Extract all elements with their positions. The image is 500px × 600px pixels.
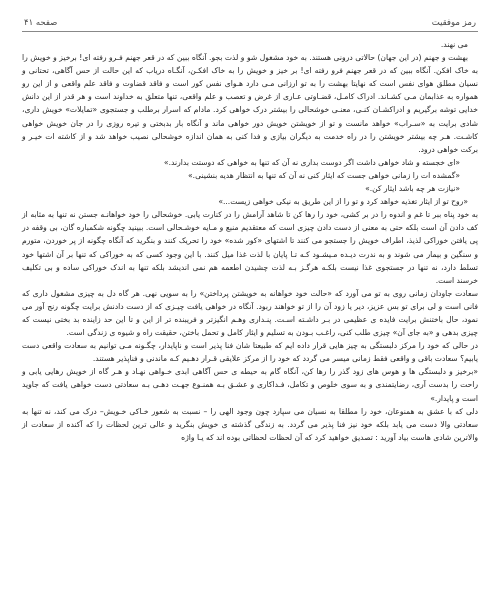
paragraph: در حالی که خود را مرکز دلبستگی به چیز هایی قرار داده ایم که طبیعتا شان فنا پذیر است و ناپایدار، چگـونه مـی توانیم به سعادت واقعی دست یابیم؟ سعادت باقی و واقعی فقط زمانی میسر می گردد که خود را از مرکز علایقی قـرار دهـیم کـه ماندنی و فناپذیر هستند.: [22, 341, 478, 364]
page-header: [22, 8, 478, 32]
book-title: رمز موفقیت: [431, 18, 476, 28]
page-number: صفحه ۴۱: [24, 18, 58, 28]
quote-line: «نیازت هر چه باشد ایثار کن.»: [365, 184, 460, 194]
paragraph: بهشت و جهنم (در این جهان) حالاتی درونی هستند. به خود مشغول شو و لذت بجو. آنگاه ببین که در قعر جهنم فـرو رفته ای! برخیز و خویش را به خاک افکن. آنگاه ببین که در قعر جهنم فرو رفته ای! بر خیز و خویش را به خاک افکـن، آنگـاه دریاب که این حالت از حس آگاهی، تحتانی و نسیان مطلق هوای نفس است که نهایتا بهشت را به تو ارزانی مـی دارد هـوای نفس کور است و فاقد قضاوت و فاقد علم واقعی و از این رو همواره به عذابمان مـی کشـاند. ادراک کامـل، قضـاوتی عـاری از غرض و تعصب و علم واقعی، تنها متعلق به خداوند است و هر قدر از این دانش خدایی توشه برگیریم و ادراکشـان کنـی، معنـی خوشحالی را بیشتر درک خواهی کرد. مادام که اسرار برطلب و جستجوی «تمایلات» خویش داری، شادی برایت به «سـراب» خواهد مانست و تو از خویشتن خویش دور خواهی ماند و آنگاه بار بدبختی و تیره روزی را در جان خویش خواهی کاشـت. هـر چه بیشتر خویشتن را در راه خدمت به دیگران بیازی و فدا کنی به همان اندازه خوشحالی نصیب خواهد شد و از کاشته ات خیـر و برکت خواهی درود.: [22, 53, 478, 154]
quote-line: «گمشده ات را زمانی خواهی جست که ایثار کنی نه آن که تنها به انتظار هدیه بنشینی.»: [188, 170, 460, 180]
quote-line: «ای خجسته و شاد خواهی داشت اگر دوست بداری نه آن که تنها به خواهی که دوستت بدارند.»: [163, 157, 460, 167]
page-body: [22, 38, 478, 444]
paragraph: می نهند.: [440, 40, 468, 49]
paragraph: دلی که با عشق به همنوعان، خود را مطلقا به نسیان می سپارد چون وجود الهی را – نسبت به شعور خـاکی خـویش– درک می کند، نه تنها به سعادتی والا دست می یابد بلکه خود نیز فنا پذیر می گردد. به زندگی گذشته ی خویش بنگرید و عالی ترین لحظات را که آکنده از سعادت از والاترین شادی هاست بیاد آورید : تصدیق خواهید کرد که آن لحظات لحظاتی بوده اند که یـا واژه: [22, 406, 478, 442]
paragraph: «برخیز و دلبستگی ها و هوس های زود گذر را رها کن، آنگاه گام به حیطه ی حس آگاهی ابدی خـواهی نهـاد و هـر گاه از خویش رهایی یابی و راحت را بدست آری، رضایتمندی و به سوی خلوص و تکامل، فـداکاری و عشـق بـه همنـوع جهـت دهـی بـه سعادتی دست خواهی یافت که جاوید است و پایدار.»: [22, 367, 478, 403]
paragraph: به خود پناه ببر تا غم و اندوه را در بر کشی، خود را رها کن تا شاهد آرامش را در کنارت یابی. خوشحالی را خود خواهانـه جستن نه تنها به مثابه از کف دادن آن است بلکه حتی به معنی از دست دادن چیزی است که معتقدیم منبع و مـایه خوشـحالی است. ببینید چگونه شکمباره گان، بی وقفه در پی یافتن خوراکی لذیذ، اطراف خویش را جستجو می کنند تا اشتهای «کور شده» خود را تحریک کنند و بنگرید که آنگاه چگونه از پر خوردن، متورم و سنگین و بیمار می شوند و به ندرت دیـده مـیشـود کـه تـا پایان با لذت غذا میل کنند. با این وجود کسی که به خوراکی که تنها بر آن اشتها خود تسلط دارد، نه تنها در جستجوی غذا نیست بلکـه هرگـز بـه لذت چشیدن اطعمه هم نمی اندیشد بلکه تنها به اندک خوراکی ساده و بی تکلیف خرسند است.: [22, 210, 478, 285]
paragraph: سعادت جاودان زمانی روی به تو می آورد که «حالت خود خواهانه به خویشتن پرداختن» را به سویی نهی. هر گاه دل به چیزی مشغول داری که فانی است و لی برای تو بس عزیز، دیر یا زود آن را از تو خواهند ربود. آنگاه در خواهی یافت چیـزی که از دست دادنش برایت چگونه رنج آور می نمود، حال باختنش برایت فایده ی عظیمی در بـر داشـته اسـت. پنـداری وهـم انگیزتر و فریبنده تر از این و تا این حد زاینده بد بختی نیست که چیزی بدهی و «به جای آن» چیزی طلب کنی، راغـب بـودن به تسلیم و ایثار کامل و تحمل باختن، حقیقت راه و شیوه ی زندگی است.: [22, 288, 478, 338]
quote-line: «روح تو از ایثار تغذیه خواهد کرد و تو را از این طریق به نیکی خواهی زیست...»: [218, 197, 468, 207]
